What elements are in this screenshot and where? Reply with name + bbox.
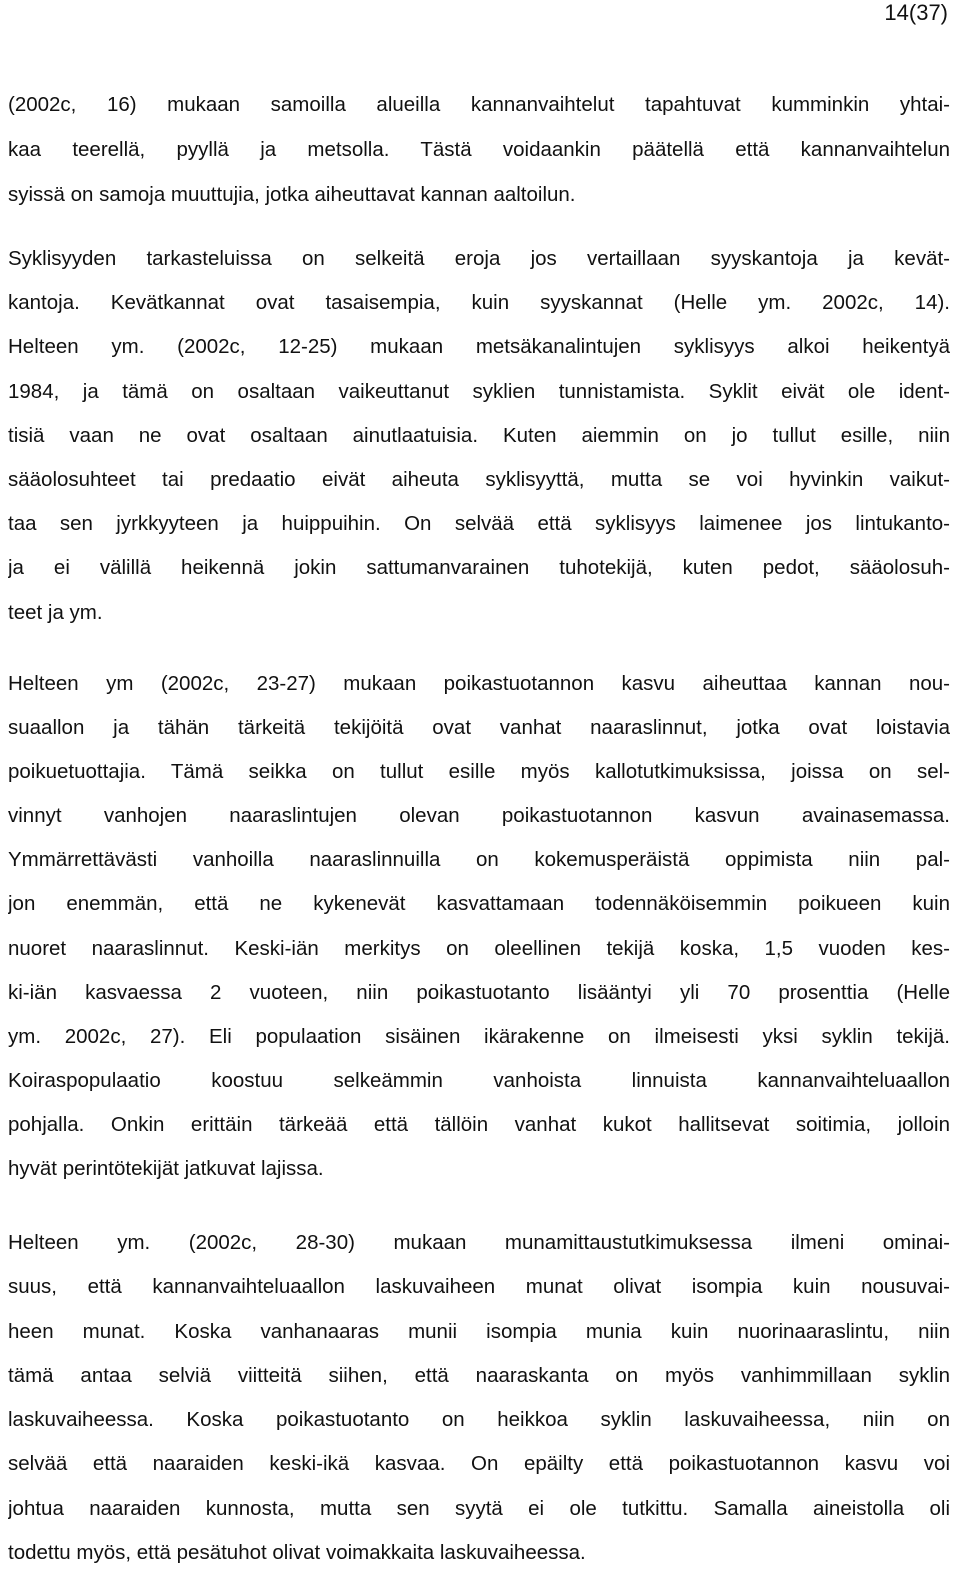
text-line: pohjalla. Onkin erittäin tärkeää että tällöin vanhat kukot hallitsevat soitimia, jolloin [8, 1112, 950, 1136]
text-line: Ymmärrettävästi vanhoilla naaraslinnuilla on kokemusperäistä oppimista niin pal- [8, 848, 950, 872]
text-line: Syklisyyden tarkasteluissa on selkeitä eroja jos vertaillaan syyskantoja ja kevät- [8, 247, 950, 270]
text-line: kantoja. Kevätkannat ovat tasaisempia, kuin syyskannat (Helle ym. 2002c, 14). [8, 291, 950, 315]
text-line: johtua naaraiden kunnosta, mutta sen syytä ei ole tutkittu. Samalla aineistolla oli [8, 1496, 950, 1520]
text-line: ym. 2002c, 27). Eli populaation sisäinen ikärakenne on ilmeisesti yksi syklin tekijä. [8, 1024, 950, 1048]
text-line: ki-iän kasvaessa 2 vuoteen, niin poikastuotanto lisääntyi yli 70 prosenttia (Helle [8, 980, 950, 1004]
text-line: Helteen ym. (2002c, 12-25) mukaan metsäkanalintujen syklisyys alkoi heikentyä [8, 335, 950, 359]
text-line: nuoret naaraslinnut. Keski-iän merkitys on oleellinen tekijä koska, 1,5 vuoden kes- [8, 936, 950, 960]
text-line: (2002c, 16) mukaan samoilla alueilla kannanvaihtelut tapahtuvat kumminkin yhtai- [8, 93, 950, 116]
text-line: todettu myös, että pesätuhot olivat voimakkaita laskuvaiheessa. [8, 1541, 586, 1565]
text-line: syissä on samoja muuttujia, jotka aiheuttavat kannan aaltoilun. [8, 183, 576, 206]
text-line: heen munat. Koska vanhanaaras munii isompia munia kuin nuorinaaraslintu, niin [8, 1319, 950, 1343]
text-line: poikuetuottajia. Tämä seikka on tullut esille myös kallotutkimuksissa, joissa on sel- [8, 760, 950, 784]
paragraph-egg-measurement [8, 1221, 950, 1575]
page-number: 14(37) [884, 0, 948, 25]
text-line: Koiraspopulaatio koostuu selkeämmin vanhoista linnuista kannanvaihteluaallon [8, 1068, 950, 1092]
text-line: teet ja ym. [8, 600, 103, 624]
text-line: jon enemmän, että ne kykenevät kasvattamaan todennäköisemmin poikueen kuin [8, 892, 950, 916]
text-line: selvää että naaraiden keski-ikä kasvaa. On epäilty että poikastuotannon kasvu voi [8, 1452, 950, 1476]
text-line: vinnyt vanhojen naaraslintujen olevan poikastuotannon kasvun avainasemassa. [8, 804, 950, 828]
text-line: suus, että kannanvaihteluaallon laskuvaiheen munat olivat isompia kuin nousuvai- [8, 1275, 950, 1299]
text-line: Helteen ym. (2002c, 28-30) mukaan munamittaustutkimuksessa ilmeni ominai- [8, 1231, 950, 1254]
paragraph-cyclicity [8, 237, 950, 635]
text-line: Helteen ym (2002c, 23-27) mukaan poikastuotannon kasvu aiheuttaa kannan nou- [8, 672, 950, 695]
paragraph-cycle-variation-intro [8, 82, 950, 217]
text-line: sääolosuhteet tai predaatio eivät aiheuta syklisyyttä, mutta se voi hyvinkin vaikut- [8, 467, 950, 491]
text-line: suaallon ja tähän tärkeitä tekijöitä ovat vanhat naaraslinnut, jotka ovat loistavia [8, 716, 950, 740]
text-line: kaa teerellä, pyyllä ja metsolla. Tästä voidaankin päätellä että kannanvaihtelun [8, 138, 950, 161]
text-line: tämä antaa selviä viitteitä siihen, että naaraskanta on myös vanhimmillaan syklin [8, 1363, 950, 1387]
text-line: ja ei välillä heikennä jokin sattumanvarainen tuhotekijä, kuten pedot, sääolosuh- [8, 556, 950, 580]
paragraph-brood-production [8, 662, 950, 1191]
text-line: taa sen jyrkkyyteen ja huippuihin. On selvää että syklisyys laimenee jos lintukanto- [8, 512, 950, 536]
text-line: tisiä vaan ne ovat osaltaan ainutlaatuisia. Kuten aiemmin on jo tullut esille, niin [8, 423, 950, 447]
text-line: laskuvaiheessa. Koska poikastuotanto on heikkoa syklin laskuvaiheessa, niin on [8, 1408, 950, 1432]
text-line: 1984, ja tämä on osaltaan vaikeuttanut syklien tunnistamista. Syklit eivät ole ident- [8, 379, 950, 403]
text-line: hyvät perintötekijät jatkuvat lajissa. [8, 1157, 324, 1181]
